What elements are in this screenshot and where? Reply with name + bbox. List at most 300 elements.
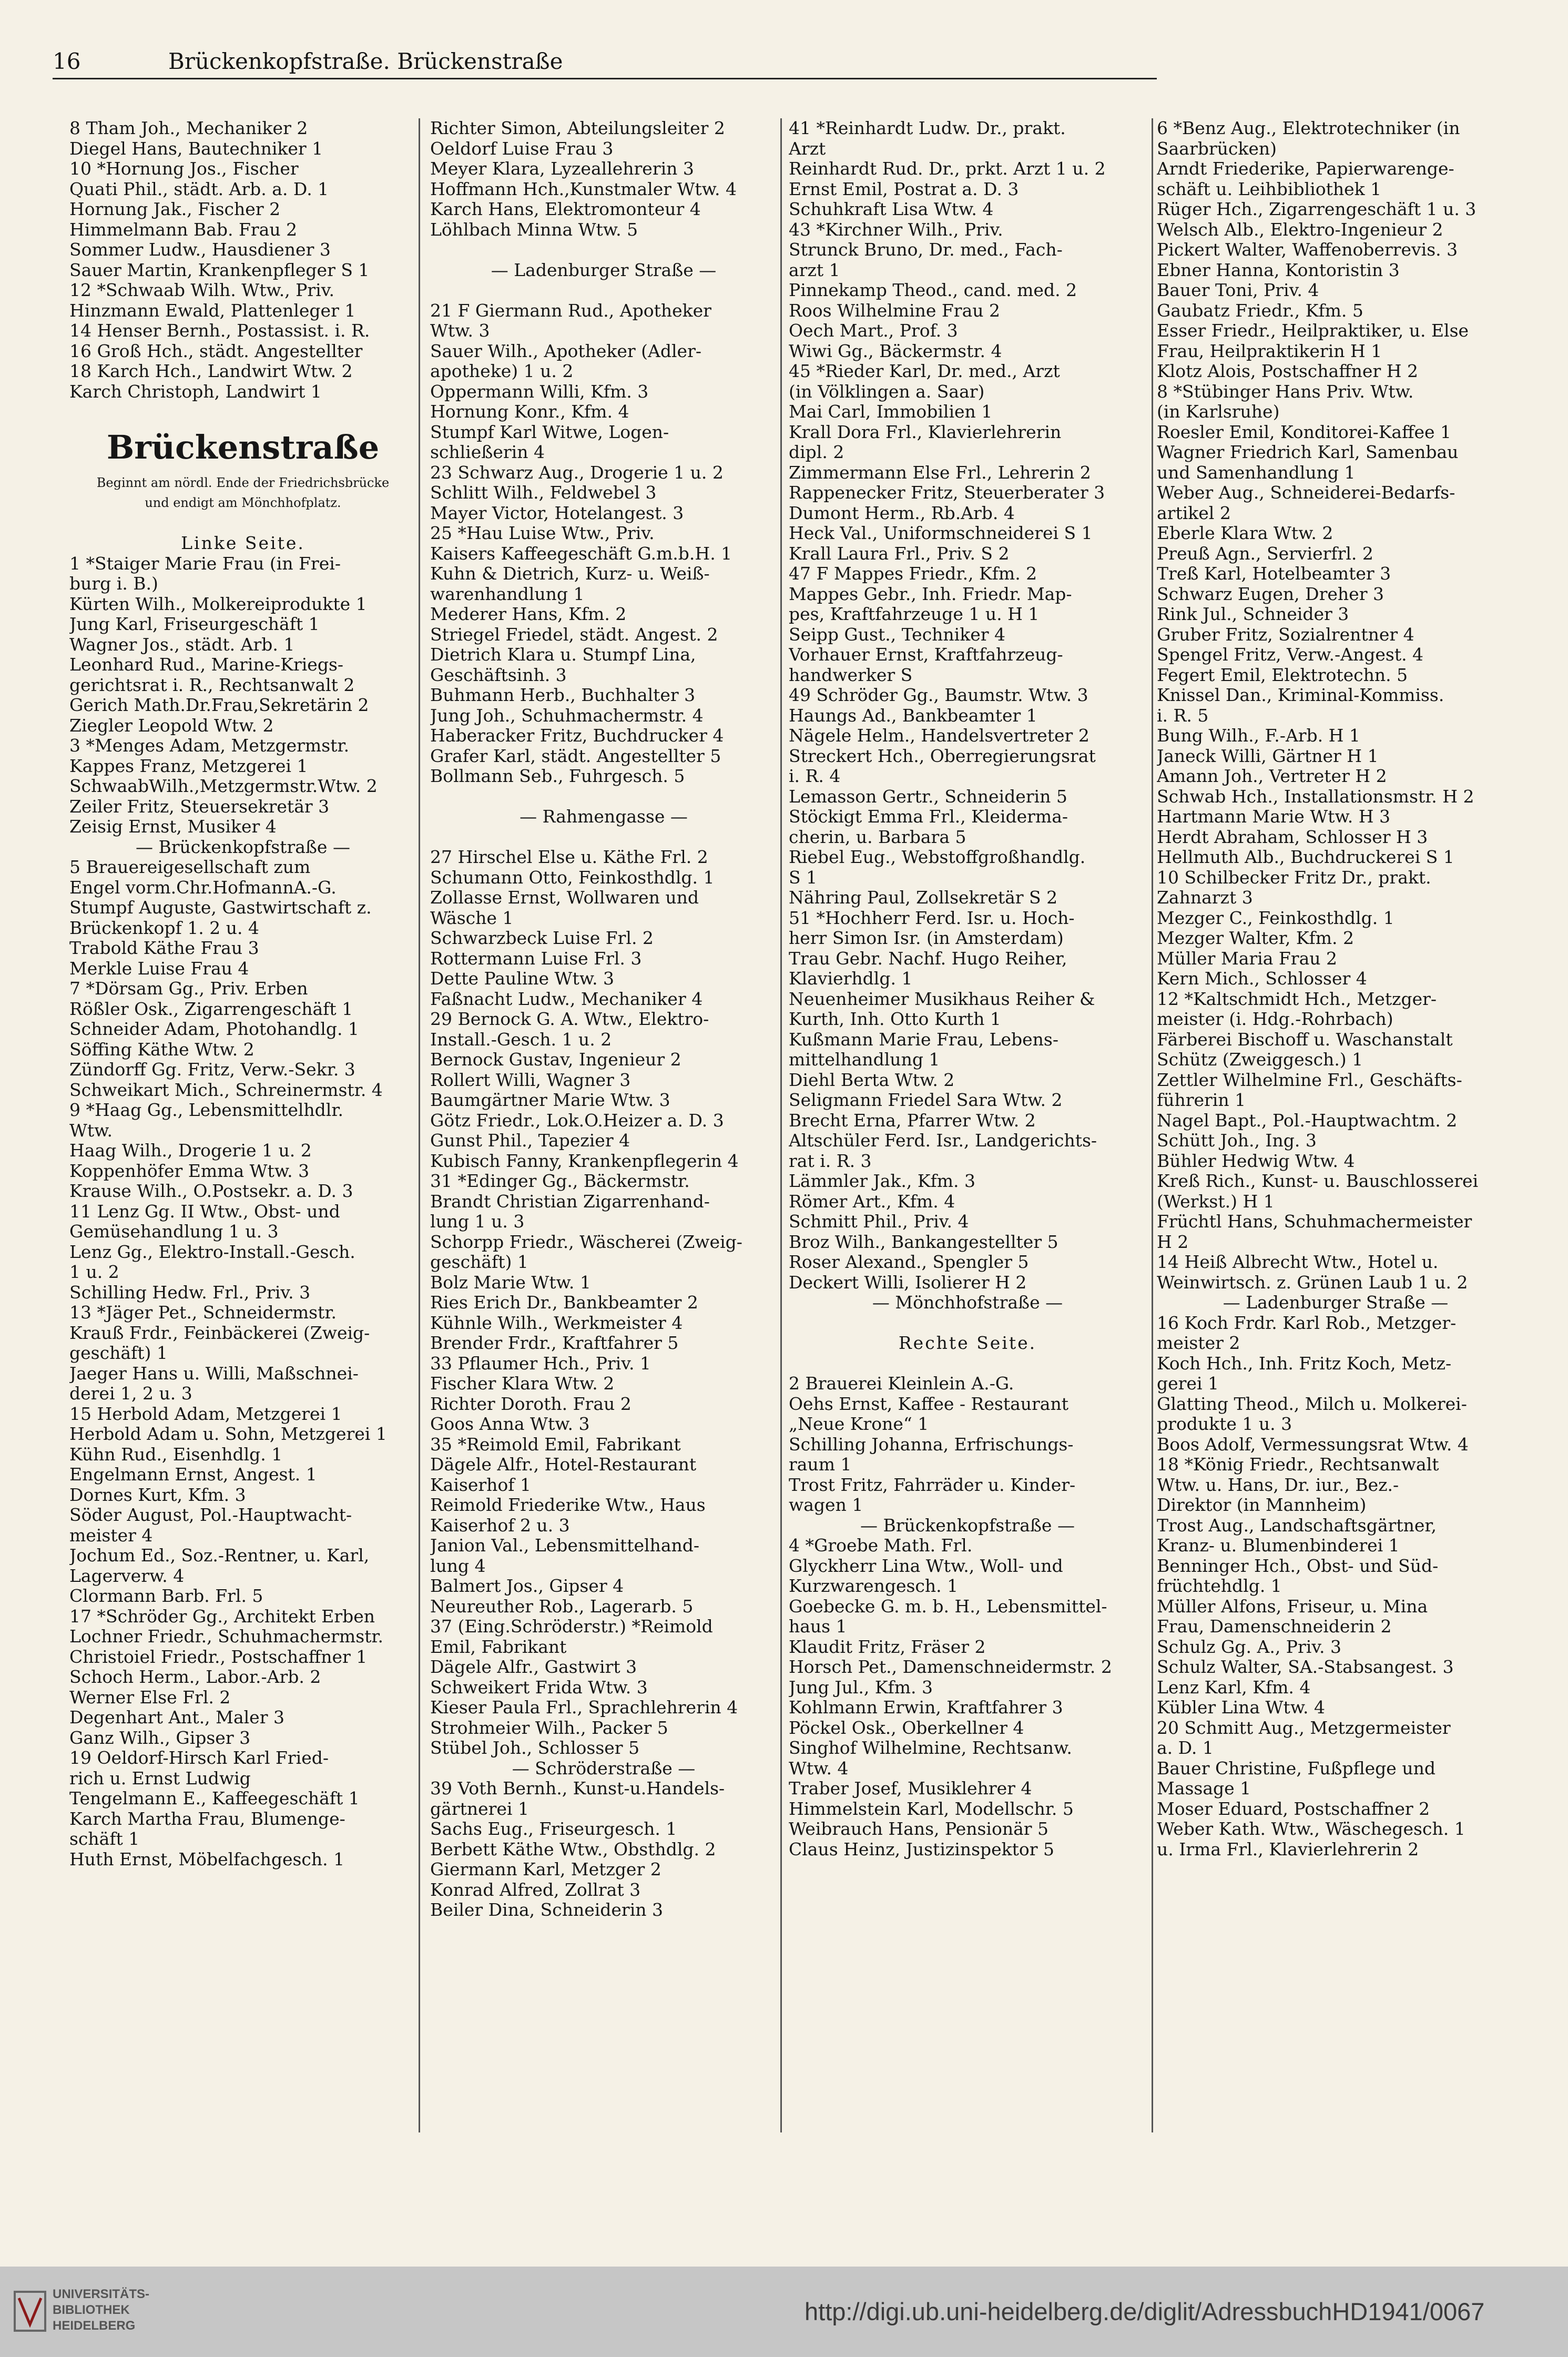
directory-entry-line: gerichtsrat i. R., Rechtsanwalt 2: [69, 674, 355, 695]
university-seal-icon: [12, 2288, 48, 2335]
directory-entry-line: Zimmermann Else Frl., Lehrerin 2: [789, 462, 1091, 483]
spacer: [69, 402, 416, 422]
directory-entry-line: Schweikart Mich., Schreinermstr. 4: [69, 1079, 383, 1100]
directory-entry-line: Kühnle Wilh., Werkmeister 4: [430, 1312, 683, 1333]
directory-entry-line: Reinhardt Rud. Dr., prkt. Arzt 1 u. 2: [789, 158, 1106, 179]
directory-entry-line: Hornung Konr., Kfm. 4: [430, 401, 629, 422]
directory-entry-line: Hoffmann Hch.,Kunstmaler Wtw. 4: [430, 178, 737, 199]
directory-entry-line: Vorhauer Ernst, Kraftfahrzeug-: [789, 644, 1063, 665]
directory-entry-line: Baumgärtner Marie Wtw. 3: [430, 1090, 670, 1110]
directory-entry-line: Koppenhöfer Emma Wtw. 3: [69, 1160, 310, 1181]
directory-entry-line: Preuß Agn., Servierfrl. 2: [1157, 543, 1373, 564]
directory-entry-line: Jung Jul., Kfm. 3: [789, 1677, 933, 1698]
directory-entry-line: Lenz Gg., Elektro-Install.-Gesch.: [69, 1241, 355, 1262]
directory-entry-line: 3 *Menges Adam, Metzgermstr.: [69, 735, 350, 756]
directory-entry-line: Dietrich Klara u. Stumpf Lina,: [430, 644, 696, 665]
directory-entry-line: Schoch Herm., Labor.-Arb. 2: [69, 1667, 321, 1687]
page-title: Brückenkopfstraße. Brückenstraße: [168, 48, 563, 74]
directory-entry-line: Lemasson Gertr., Schneiderin 5: [789, 786, 1067, 807]
directory-entry-line: Krall Laura Frl., Priv. S 2: [789, 543, 1010, 564]
directory-entry-line: 41 *Reinhardt Ludw. Dr., prakt.: [789, 118, 1066, 138]
directory-entry-line: Singhof Wilhelmine, Rechtsanw.: [789, 1738, 1072, 1758]
directory-entry-line: Rottermann Luise Frl. 3: [430, 948, 642, 969]
directory-entry-line: Schwarz Eugen, Dreher 3: [1157, 583, 1384, 604]
directory-entry-line: Grafer Karl, städt. Angestellter 5: [430, 745, 721, 766]
directory-entry-line: 19 Oeldorf-Hirsch Karl Fried-: [69, 1748, 329, 1768]
directory-entry-line: Hornung Jak., Fischer 2: [69, 199, 281, 219]
directory-entry-line: 21 F Giermann Rud., Apotheker: [430, 300, 711, 321]
directory-entry-line: Gemüsehandlung 1 u. 3: [69, 1221, 279, 1242]
directory-entry-line: Hinzmann Ewald, Plattenleger 1: [69, 300, 356, 321]
directory-entry-line: Schlitt Wilh., Feldwebel 3: [430, 482, 657, 503]
directory-entry-line: Zündorff Gg. Fritz, Verw.-Sekr. 3: [69, 1059, 355, 1080]
directory-entry-line: Traber Josef, Musiklehrer 4: [789, 1778, 1032, 1799]
directory-entry-line: Schilling Hedw. Frl., Priv. 3: [69, 1282, 311, 1303]
directory-entry-line: Deckert Willi, Isolierer H 2: [789, 1272, 1027, 1293]
directory-entry-line: Löhlbach Minna Wtw. 5: [430, 219, 638, 240]
directory-entry-line: Mai Carl, Immobilien 1: [789, 401, 993, 422]
directory-entry-line: Koch Hch., Inh. Fritz Koch, Metz-: [1157, 1353, 1452, 1374]
directory-entry-line: Herdt Abraham, Schlosser H 3: [1157, 826, 1428, 847]
directory-entry-line: schließerin 4: [430, 442, 545, 462]
directory-entry-line: Müller Maria Frau 2: [1157, 948, 1337, 969]
directory-entry-line: Pöckel Osk., Oberkellner 4: [789, 1717, 1024, 1738]
page-header: [53, 48, 1157, 80]
directory-entry-line: 11 Lenz Gg. II Wtw., Obst- und: [69, 1201, 340, 1222]
directory-entry-line: 51 *Hochherr Ferd. Isr. u. Hoch-: [789, 907, 1075, 928]
street-description: und endigt am Mönchhofplatz.: [145, 495, 341, 510]
directory-entry-line: Janion Val., Lebensmittelhand-: [430, 1535, 700, 1556]
directory-entry-line: haus 1: [789, 1616, 847, 1637]
cross-street-label: — Brückenkopfstraße —: [860, 1515, 1075, 1536]
directory-entry-line: Christoiel Friedr., Postschaffner 1: [69, 1646, 368, 1667]
directory-entry-line: Kaiserhof 1: [430, 1474, 531, 1495]
directory-entry-line: 4 *Groebe Math. Frl.: [789, 1535, 973, 1556]
directory-entry-line: Roser Alexand., Spengler 5: [789, 1252, 1029, 1272]
directory-entry-line: Huth Ernst, Möbelfachgesch. 1: [69, 1848, 345, 1870]
directory-entry-line: Haag Wilh., Drogerie 1 u. 2: [69, 1140, 312, 1161]
directory-entry-line: Kubisch Fanny, Krankenpflegerin 4: [430, 1150, 739, 1171]
directory-entry-line: Ries Erich Dr., Bankbeamter 2: [430, 1292, 698, 1313]
directory-entry-line: Stumpf Auguste, Gastwirtschaft z.: [69, 897, 372, 918]
directory-entry-line: Spengel Fritz, Verw.-Angest. 4: [1157, 644, 1424, 665]
directory-entry-line: Rößler Osk., Zigarrengeschäft 1: [69, 998, 353, 1019]
directory-entry-line: 29 Bernock G. A. Wtw., Elektro-: [430, 1009, 709, 1029]
directory-entry-line: Horsch Pet., Damenschneidermstr. 2: [789, 1657, 1112, 1677]
directory-entry-line: Mezger C., Feinkosthdlg. 1: [1157, 907, 1394, 928]
directory-entry-line: Altschüler Ferd. Isr., Landgerichts-: [789, 1130, 1097, 1151]
source-url-link[interactable]: http://digi.ub.uni-heidelberg.de/diglit/AdressbuchHD1941/0067: [805, 2298, 1485, 2325]
directory-entry-line: Wiwi Gg., Bäckermstr. 4: [789, 340, 1002, 361]
directory-entry-line: Moser Eduard, Postschaffner 2: [1157, 1798, 1430, 1819]
directory-entry-line: Schulz Walter, SA.-Stabsangest. 3: [1157, 1657, 1454, 1677]
directory-entry-line: Mappes Gebr., Inh. Friedr. Map-: [789, 583, 1072, 604]
directory-entry-line: Schilling Johanna, Erfrischungs-: [789, 1434, 1074, 1455]
directory-entry-line: Wagner Friedrich Karl, Samenbau: [1157, 442, 1459, 462]
directory-entry-line: führerin 1: [1157, 1090, 1246, 1110]
directory-entry-line: 5 Brauereigesellschaft zum: [69, 857, 311, 877]
directory-entry-line: Frau, Damenschneiderin 2: [1157, 1616, 1392, 1637]
directory-entry-line: Ebner Hanna, Kontoristin 3: [1157, 259, 1400, 280]
directory-entry-line: Dette Pauline Wtw. 3: [430, 968, 615, 989]
directory-entry-line: meister 2: [1157, 1333, 1240, 1353]
directory-entry-line: Treß Karl, Hotelbeamter 3: [1157, 563, 1391, 584]
directory-entry-line: wagen 1: [789, 1495, 863, 1515]
column-4: [1157, 118, 1514, 2148]
directory-entry-line: 18 *König Friedr., Rechtsanwalt: [1157, 1454, 1439, 1475]
directory-entry-line: Konrad Alfred, Zollrat 3: [430, 1879, 641, 1900]
directory-entry-line: 31 *Edinger Gg., Bäckermstr.: [430, 1171, 690, 1191]
library-footer-bar: [0, 2267, 1568, 2357]
directory-entry-line: Brückenkopf 1. 2 u. 4: [69, 917, 259, 938]
directory-entry-line: warenhandlung 1: [430, 583, 585, 604]
directory-entry-line: Gunst Phil., Tapezier 4: [430, 1130, 630, 1151]
directory-entry-line: (in Karlsruhe): [1157, 401, 1280, 422]
directory-entry-line: 25 *Hau Luise Wtw., Priv.: [430, 523, 655, 543]
cross-street-label: — Schröderstraße —: [512, 1757, 696, 1779]
directory-entry-line: Arndt Friederike, Papierwarenge-: [1157, 158, 1454, 179]
directory-entry-line: gerei 1: [1157, 1373, 1219, 1394]
directory-entry-line: Zahnarzt 3: [1157, 887, 1253, 908]
directory-entry-line: Oehs Ernst, Kaffee - Restaurant: [789, 1393, 1068, 1414]
directory-entry-line: Rüger Hch., Zigarrengeschäft 1 u. 3: [1157, 199, 1477, 219]
directory-entry-line: Hellmuth Alb., Buchdruckerei S 1: [1157, 847, 1454, 867]
directory-entry-line: Leonhard Rud., Marine-Kriegs-: [69, 654, 344, 675]
spacer: [789, 1354, 1146, 1374]
directory-entry-line: raum 1: [789, 1454, 852, 1475]
directory-entry-line: Seligmann Friedel Sara Wtw. 2: [789, 1090, 1063, 1110]
directory-entry-line: Emil, Fabrikant: [430, 1636, 567, 1657]
directory-entry-line: Götz Friedr., Lok.O.Heizer a. D. 3: [430, 1110, 724, 1131]
directory-entry-line: Kohlmann Erwin, Kraftfahrer 3: [789, 1697, 1063, 1718]
directory-entry-line: Oeldorf Luise Frau 3: [430, 138, 614, 159]
directory-entry-line: Färberei Bischoff u. Waschanstalt: [1157, 1029, 1453, 1050]
directory-entry-line: Mederer Hans, Kfm. 2: [430, 604, 627, 624]
directory-entry-line: Sauer Martin, Krankenpfleger S 1: [69, 259, 370, 280]
directory-entry-line: Pickert Walter, Waffenoberrevis. 3: [1157, 239, 1458, 260]
directory-entry-line: Römer Art., Kfm. 4: [789, 1191, 955, 1212]
directory-entry-line: Mayer Victor, Hotelangest. 3: [430, 502, 684, 523]
directory-entry-line: Bollmann Seb., Fuhrgesch. 5: [430, 766, 685, 786]
directory-entry-line: Richter Simon, Abteilungsleiter 2: [430, 118, 725, 138]
directory-entry-line: Jung Joh., Schuhmachermstr. 4: [430, 705, 704, 726]
directory-entry-line: Diehl Berta Wtw. 2: [789, 1069, 955, 1090]
directory-entry-line: 18 Karch Hch., Landwirt Wtw. 2: [69, 361, 353, 381]
directory-entry-line: handwerker S: [789, 664, 913, 685]
directory-entry-line: 12 *Schwaab Wilh. Wtw., Priv.: [69, 280, 334, 300]
directory-entry-line: u. Irma Frl., Klavierlehrerin 2: [1157, 1838, 1419, 1860]
directory-entry-line: 39 Voth Bernh., Kunst-u.Handels-: [430, 1778, 725, 1799]
directory-entry-line: Geschäftsinh. 3: [430, 664, 567, 685]
directory-entry-line: Direktor (in Mannheim): [1157, 1495, 1367, 1515]
street-description: Beginnt am nördl. Ende der Friedrichsbrücke: [96, 475, 390, 490]
directory-entry-line: Weinwirtsch. z. Grünen Laub 1 u. 2: [1157, 1272, 1468, 1293]
directory-entry-line: rat i. R. 3: [789, 1150, 872, 1171]
directory-entry-line: Dornes Kurt, Kfm. 3: [69, 1484, 246, 1505]
directory-entry-line: 43 *Kirchner Wilh., Priv.: [789, 219, 1003, 240]
directory-entry-line: Goos Anna Wtw. 3: [430, 1414, 590, 1434]
directory-entry-line: Oech Mart., Prof. 3: [789, 320, 958, 341]
directory-entry-line: Herbold Adam u. Sohn, Metzgerei 1: [69, 1424, 387, 1444]
directory-entry-line: Rink Jul., Schneider 3: [1157, 604, 1349, 624]
directory-entry-line: gärtnerei 1: [430, 1798, 529, 1819]
directory-entry-line: „Neue Krone“ 1: [789, 1414, 929, 1434]
directory-entry-line: Amann Joh., Vertreter H 2: [1157, 766, 1387, 786]
directory-entry-line: Nagel Bapt., Pol.-Hauptwachtm. 2: [1157, 1110, 1458, 1131]
directory-entry-line: Welsch Alb., Elektro-Ingenieur 2: [1157, 219, 1443, 240]
directory-entry-line: 33 Pflaumer Hch., Priv. 1: [430, 1353, 651, 1374]
directory-entry-line: Bauer Toni, Priv. 4: [1157, 280, 1319, 300]
directory-entry-line: Frau, Heilpraktikerin H 1: [1157, 340, 1382, 361]
directory-entry-line: Fischer Klara Wtw. 2: [430, 1373, 615, 1394]
library-name-line: HEIDELBERG: [53, 2319, 136, 2333]
directory-entry-line: Gruber Fritz, Sozialrentner 4: [1157, 624, 1414, 645]
directory-entry-line: 20 Schmitt Aug., Metzgermeister: [1157, 1717, 1451, 1738]
directory-entry-line: Wtw.: [69, 1120, 113, 1141]
column-3: [789, 118, 1146, 2148]
directory-entry-line: 23 Schwarz Aug., Drogerie 1 u. 2: [430, 462, 724, 483]
cross-street-label: — Ladenburger Straße —: [491, 259, 717, 280]
directory-entry-line: Giermann Karl, Metzger 2: [430, 1859, 661, 1879]
directory-entry-line: mittelhandlung 1: [789, 1049, 940, 1070]
directory-entry-line: a. D. 1: [1157, 1738, 1214, 1758]
directory-entry-line: Clormann Barb. Frl. 5: [69, 1586, 263, 1606]
directory-entry-line: 7 *Dörsam Gg., Priv. Erben: [69, 978, 308, 999]
directory-entry-line: früchtehdlg. 1: [1157, 1576, 1282, 1596]
directory-entry-line: Krall Dora Frl., Klavierlehrerin: [789, 421, 1062, 442]
directory-entry-line: Ernst Emil, Postrat a. D. 3: [789, 178, 1019, 199]
directory-entry-line: Zeisig Ernst, Musiker 4: [69, 816, 277, 837]
directory-entry-line: pes, Kraftfahrzeuge 1 u. H 1: [789, 604, 1040, 624]
directory-entry-line: Saarbrücken): [1157, 138, 1277, 159]
directory-entry-line: H 2: [1157, 1231, 1189, 1252]
directory-entry-line: geschäft) 1: [430, 1252, 528, 1272]
directory-entry-line: Krauß Frdr., Feinbäckerei (Zweig-: [69, 1322, 370, 1343]
directory-entry-line: 45 *Rieder Karl, Dr. med., Arzt: [789, 361, 1060, 381]
directory-entry-line: Himmelmann Bab. Frau 2: [69, 219, 298, 240]
directory-entry-line: i. R. 4: [789, 766, 841, 786]
directory-entry-line: Lämmler Jak., Kfm. 3: [789, 1171, 976, 1191]
cross-street-label: — Mönchhofstraße —: [872, 1292, 1063, 1313]
directory-entry-line: Fegert Emil, Elektrotechn. 5: [1157, 664, 1408, 685]
directory-entry-line: Schneider Adam, Photohandlg. 1: [69, 1019, 359, 1039]
directory-entry-line: Kußmann Marie Frau, Lebens-: [789, 1029, 1059, 1050]
directory-entry-line: arzt 1: [789, 259, 840, 280]
directory-entry-line: dipl. 2: [789, 442, 844, 462]
column-divider: [1152, 118, 1153, 2132]
directory-entry-line: Wtw. 4: [789, 1757, 849, 1779]
directory-entry-line: Seipp Gust., Techniker 4: [789, 624, 1006, 645]
directory-entry-line: 14 Henser Bernh., Postassist. i. R.: [69, 320, 370, 341]
directory-entry-line: S 1: [789, 867, 818, 888]
directory-entry-line: Wagner Jos., städt. Arb. 1: [69, 634, 295, 655]
directory-entry-line: Dumont Herm., Rb.Arb. 4: [789, 502, 1015, 523]
directory-entry-line: Riebel Eug., Webstoffgroßhandlg.: [789, 847, 1086, 867]
cross-street-label: — Ladenburger Straße —: [1223, 1292, 1449, 1313]
street-side-heading: Rechte Seite.: [898, 1333, 1037, 1353]
directory-entry-line: Rollert Willi, Wagner 3: [430, 1069, 631, 1090]
spacer: [69, 513, 416, 534]
directory-entry-line: Schwarzbeck Luise Frl. 2: [430, 928, 654, 948]
directory-entry-line: 14 Heiß Albrecht Wtw., Hotel u.: [1157, 1252, 1439, 1272]
directory-entry-line: Boos Adolf, Vermessungsrat Wtw. 4: [1157, 1434, 1469, 1455]
directory-entry-line: Klotz Alois, Postschaffner H 2: [1157, 361, 1418, 381]
directory-entry-line: artikel 2: [1157, 502, 1231, 523]
spacer: [430, 827, 777, 848]
directory-entry-line: Buhmann Herb., Buchhalter 3: [430, 685, 696, 705]
directory-entry-line: 13 *Jäger Pet., Schneidermstr.: [69, 1302, 337, 1323]
directory-entry-line: Zeiler Fritz, Steuersekretär 3: [69, 796, 330, 817]
directory-entry-line: Degenhart Ant., Maler 3: [69, 1707, 284, 1728]
directory-entry-line: Gerich Math.Dr.Frau,Sekretärin 2: [69, 695, 369, 715]
directory-entry-line: Bolz Marie Wtw. 1: [430, 1272, 591, 1293]
directory-entry-line: meister (i. Hdg.-Rohrbach): [1157, 1009, 1393, 1029]
directory-entry-line: Faßnacht Ludw., Mechaniker 4: [430, 988, 703, 1009]
directory-entry-line: Haberacker Fritz, Buchdrucker 4: [430, 725, 724, 746]
street-heading: Brückenstraße: [106, 428, 380, 466]
street-side-heading: Linke Seite.: [181, 533, 305, 553]
directory-entry-line: Jaeger Hans u. Willi, Maßschnei-: [69, 1363, 359, 1384]
directory-entry-line: apotheke) 1 u. 2: [430, 361, 574, 381]
directory-entry-line: 1 *Staiger Marie Frau (in Frei-: [69, 553, 341, 574]
library-name-line: BIBLIOTHEK: [53, 2303, 130, 2317]
directory-entry-line: rich u. Ernst Ludwig: [69, 1767, 251, 1789]
directory-entry-line: herr Simon Isr. (in Amsterdam): [789, 928, 1064, 948]
directory-entry-line: Massage 1: [1157, 1778, 1251, 1799]
directory-entry-line: Benninger Hch., Obst- und Süd-: [1157, 1555, 1439, 1576]
directory-entry-line: Neureuther Rob., Lagerarb. 5: [430, 1596, 694, 1617]
directory-entry-line: Claus Heinz, Justizinspektor 5: [789, 1838, 1055, 1860]
directory-entry-line: Engelmann Ernst, Angest. 1: [69, 1464, 317, 1485]
directory-entry-line: Karch Hans, Elektromonteur 4: [430, 199, 701, 219]
directory-entry-line: Streckert Hch., Oberregierungsrat: [789, 745, 1096, 766]
directory-entry-line: 37 (Eing.Schröderstr.) *Reimold: [430, 1616, 713, 1637]
directory-entry-line: Schütt Joh., Ing. 3: [1157, 1130, 1317, 1151]
directory-entry-line: Kaiserhof 2 u. 3: [430, 1515, 570, 1536]
directory-entry-line: 10 *Hornung Jos., Fischer: [69, 158, 299, 179]
directory-entry-line: (Werkst.) H 1: [1157, 1191, 1275, 1212]
directory-entry-line: 8 Tham Joh., Mechaniker 2: [69, 118, 308, 138]
directory-entry-line: schäft u. Leihbibliothek 1: [1157, 178, 1382, 199]
directory-entry-line: Müller Alfons, Friseur, u. Mina: [1157, 1596, 1428, 1617]
directory-entry-line: Jochum Ed., Soz.-Rentner, u. Karl,: [69, 1545, 370, 1566]
directory-entry-line: Eberle Klara Wtw. 2: [1157, 523, 1333, 543]
directory-entry-line: Söffing Käthe Wtw. 2: [69, 1039, 254, 1060]
directory-entry-line: Kieser Paula Frl., Sprachlehrerin 4: [430, 1697, 738, 1718]
directory-entry-line: Kurzwarengesch. 1: [789, 1576, 959, 1596]
directory-entry-line: Kürten Wilh., Molkereiprodukte 1: [69, 593, 367, 614]
directory-entry-line: Kreß Rich., Kunst- u. Bauschlosserei: [1157, 1171, 1479, 1191]
directory-entry-line: 12 *Kaltschmidt Hch., Metzger-: [1157, 988, 1437, 1009]
directory-entry-line: Kranz- u. Blumenbinderei 1: [1157, 1535, 1400, 1556]
directory-entry-line: produkte 1 u. 3: [1157, 1414, 1292, 1434]
directory-entry-line: Stübel Joh., Schlosser 5: [430, 1738, 640, 1758]
directory-entry-line: Goebecke G. m. b. H., Lebensmittel-: [789, 1596, 1107, 1617]
directory-entry-line: Dägele Alfr., Hotel-Restaurant: [430, 1454, 697, 1475]
directory-entry-line: Trau Gebr. Nachf. Hugo Reiher,: [789, 948, 1067, 969]
directory-entry-line: 1 u. 2: [69, 1262, 119, 1282]
directory-entry-line: Zettler Wilhelmine Frl., Geschäfts-: [1157, 1069, 1462, 1090]
directory-entry-line: cherin, u. Barbara 5: [789, 826, 966, 847]
directory-entry-line: Früchtl Hans, Schuhmachermeister: [1157, 1211, 1472, 1232]
directory-entry-line: Ziegler Leopold Wtw. 2: [69, 715, 274, 736]
directory-entry-line: Berbett Käthe Wtw., Obsthdlg. 2: [430, 1838, 716, 1860]
directory-entry-line: Schorpp Friedr., Wäscherei (Zweig-: [430, 1231, 742, 1252]
directory-entry-line: Schuhkraft Lisa Wtw. 4: [789, 199, 994, 219]
spacer: [789, 1313, 1146, 1334]
directory-entry-line: Karch Martha Frau, Blumenge-: [69, 1808, 345, 1829]
library-name: [53, 2287, 149, 2334]
directory-entry-line: meister 4: [69, 1525, 153, 1546]
directory-entry-line: Quati Phil., städt. Arb. a. D. 1: [69, 178, 329, 199]
directory-entry-line: Oppermann Willi, Kfm. 3: [430, 381, 649, 402]
directory-entry-line: 35 *Reimold Emil, Fabrikant: [430, 1434, 681, 1455]
directory-entry-line: Strohmeier Wilh., Packer 5: [430, 1717, 668, 1738]
column-divider: [419, 118, 420, 2132]
directory-entry-line: Brandt Christian Zigarrenhand-: [430, 1191, 710, 1212]
directory-entry-line: 49 Schröder Gg., Baumstr. Wtw. 3: [789, 685, 1088, 705]
directory-entry-line: Schumann Otto, Feinkosthdlg. 1: [430, 867, 715, 888]
directory-entry-line: Rappenecker Fritz, Steuerberater 3: [789, 482, 1105, 503]
directory-entry-line: Ganz Wilh., Gipser 3: [69, 1727, 251, 1748]
directory-entry-line: Weber Aug., Schneiderei-Bedarfs-: [1157, 482, 1455, 503]
directory-entry-line: 6 *Benz Aug., Elektrotechniker (in: [1157, 118, 1460, 138]
directory-entry-line: Glyckherr Lina Wtw., Woll- und: [789, 1555, 1063, 1576]
header-rule: [53, 78, 1157, 79]
directory-entry-line: Bühler Hedwig Wtw. 4: [1157, 1150, 1355, 1171]
directory-entry-line: Trost Aug., Landschaftsgärtner,: [1157, 1515, 1437, 1536]
directory-entry-line: (in Völklingen a. Saar): [789, 381, 985, 402]
directory-entry-line: Engel vorm.Chr.HofmannA.-G.: [69, 877, 337, 898]
directory-entry-line: 16 Groß Hch., städt. Angestellter: [69, 340, 363, 361]
directory-entry-line: Weibrauch Hans, Pensionär 5: [789, 1818, 1049, 1839]
library-name-line: UNIVERSITÄTS-: [53, 2287, 150, 2301]
directory-entry-line: Esser Friedr., Heilpraktiker, u. Else: [1157, 320, 1469, 341]
directory-entry-line: Wäsche 1: [430, 907, 514, 928]
directory-entry-line: Haungs Ad., Bankbeamter 1: [789, 705, 1037, 726]
cross-street-label: — Rahmengasse —: [520, 806, 688, 827]
directory-entry-line: 8 *Stübinger Hans Priv. Wtw.: [1157, 381, 1414, 402]
directory-entry-line: Schweikert Frida Wtw. 3: [430, 1677, 648, 1698]
directory-entry-line: Roos Wilhelmine Frau 2: [789, 300, 1000, 321]
page-number: 16: [53, 48, 81, 74]
directory-entry-line: Lenz Karl, Kfm. 4: [1157, 1677, 1311, 1698]
directory-entry-line: Reimold Friederike Wtw., Haus: [430, 1495, 706, 1515]
directory-entry-line: Wtw. 3: [430, 320, 490, 341]
directory-entry-line: Weber Kath. Wtw., Wäschegesch. 1: [1157, 1818, 1465, 1839]
directory-entry-line: Lagerverw. 4: [69, 1565, 185, 1586]
directory-entry-line: Beiler Dina, Schneiderin 3: [430, 1899, 664, 1920]
column-1: [69, 118, 416, 2148]
directory-entry-line: Bernock Gustav, Ingenieur 2: [430, 1049, 681, 1070]
cross-street-label: — Brückenkopfstraße —: [136, 836, 350, 857]
directory-entry-line: Pinnekamp Theod., cand. med. 2: [789, 280, 1077, 300]
directory-entry-line: Sauer Wilh., Apotheker (Adler-: [430, 340, 701, 361]
directory-entry-line: Roesler Emil, Konditorei-Kaffee 1: [1157, 421, 1452, 442]
directory-entry-line: Brecht Erna, Pfarrer Wtw. 2: [789, 1110, 1036, 1131]
directory-entry-line: Zollasse Ernst, Wollwaren und: [430, 887, 699, 908]
directory-entry-line: Klaudit Fritz, Fräser 2: [789, 1636, 986, 1657]
directory-entry-line: Dägele Alfr., Gastwirt 3: [430, 1657, 637, 1677]
directory-entry-line: Balmert Jos., Gipser 4: [430, 1576, 624, 1596]
directory-entry-line: Stumpf Karl Witwe, Logen-: [430, 421, 669, 442]
directory-entry-line: Sachs Eug., Friseurgesch. 1: [430, 1818, 677, 1839]
directory-entry-line: lung 1 u. 3: [430, 1211, 525, 1232]
spacer: [430, 787, 777, 807]
directory-entry-line: 15 Herbold Adam, Metzgerei 1: [69, 1403, 342, 1424]
spacer: [430, 280, 777, 301]
directory-entry-line: Diegel Hans, Bautechniker 1: [69, 138, 323, 159]
